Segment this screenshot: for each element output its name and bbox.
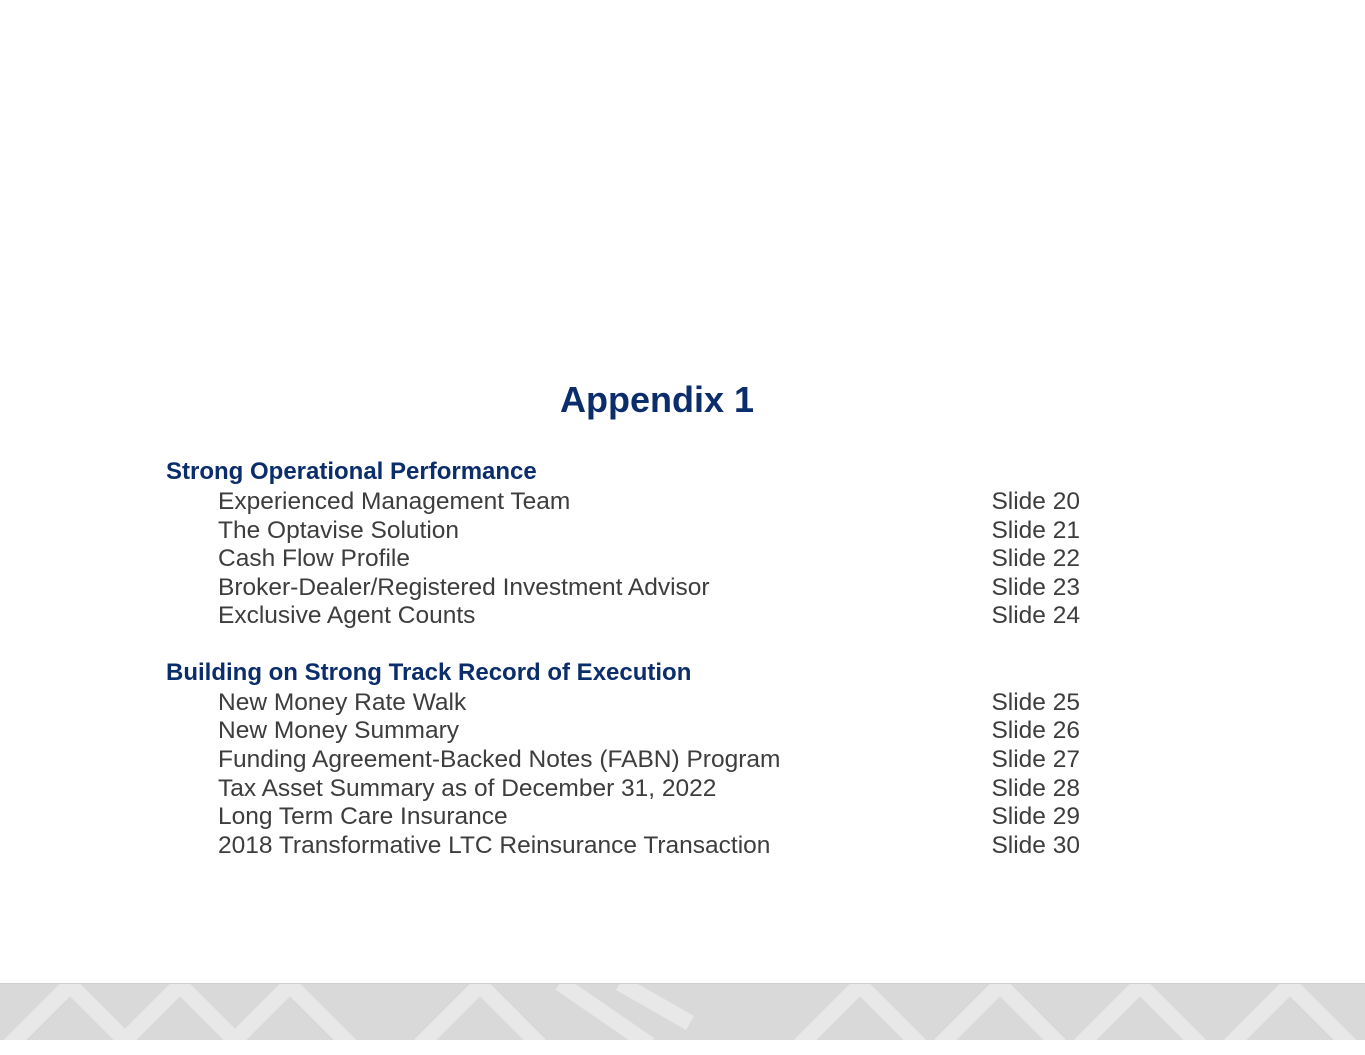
toc-entry-slide-number: Slide 24	[991, 602, 1080, 629]
toc-entry	[218, 745, 1080, 774]
toc-entry	[218, 601, 1080, 630]
toc-entry	[218, 831, 1080, 860]
toc-entry-label: New Money Rate Walk	[218, 689, 467, 716]
toc-entry	[218, 544, 1080, 573]
page-title: Appendix 1	[559, 379, 755, 420]
toc-entry	[218, 716, 1080, 745]
toc-entry-slide-number: Slide 30	[991, 832, 1080, 859]
toc-entry-label: Broker-Dealer/Registered Investment Advisor	[218, 574, 710, 601]
toc-entry-slide-number: Slide 29	[991, 803, 1080, 830]
section-heading-operational-performance: Strong Operational Performance	[166, 458, 537, 485]
chevron-pattern-icon	[0, 983, 1365, 1040]
toc-entry	[218, 487, 1080, 516]
toc-entry-slide-number: Slide 25	[991, 689, 1080, 716]
toc-entry-label: 2018 Transformative LTC Reinsurance Transaction	[218, 832, 771, 859]
toc-entry-label: New Money Summary	[218, 717, 459, 744]
toc-entry-slide-number: Slide 26	[991, 717, 1080, 744]
toc-entry-label: Exclusive Agent Counts	[218, 602, 476, 629]
toc-entry-label: Funding Agreement-Backed Notes (FABN) Program	[218, 746, 781, 773]
toc-entry-slide-number: Slide 28	[991, 775, 1080, 802]
toc-entry-label: Cash Flow Profile	[218, 545, 410, 572]
toc-entry-slide-number: Slide 20	[991, 488, 1080, 515]
toc-entry-slide-number: Slide 27	[991, 746, 1080, 773]
toc-entry-label: Tax Asset Summary as of December 31, 2022	[218, 775, 717, 802]
toc-entry-slide-number: Slide 23	[991, 574, 1080, 601]
toc-entry-slide-number: Slide 22	[991, 545, 1080, 572]
toc-entry-label: Long Term Care Insurance	[218, 803, 508, 830]
section-heading-track-record: Building on Strong Track Record of Execution	[166, 659, 692, 686]
toc-entry	[218, 516, 1080, 545]
toc-entry-slide-number: Slide 21	[991, 517, 1080, 544]
footer-chevron-band	[0, 983, 1365, 1040]
toc-entry	[218, 573, 1080, 602]
toc-entry-label: Experienced Management Team	[218, 488, 571, 515]
toc-entry	[218, 774, 1080, 803]
toc-entry	[218, 688, 1080, 717]
toc-entry	[218, 802, 1080, 831]
toc-entry-label: The Optavise Solution	[218, 517, 460, 544]
